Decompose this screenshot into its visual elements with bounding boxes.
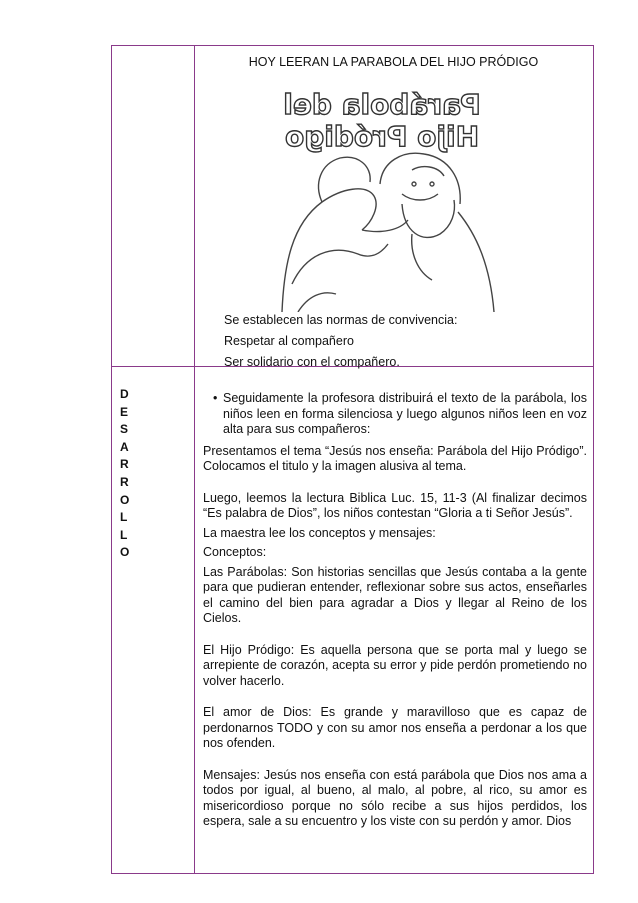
norms-intro: Se establecen las normas de convivencia:	[224, 313, 458, 327]
section-letter: R	[120, 457, 129, 472]
bullet-text: Seguidamente la profesora distribuirá el texto de la parábola, los niños leen en forma silenciosa y luego algunos niños leen en voz alta para sus compañeros:	[223, 391, 587, 436]
section-letter: L	[120, 510, 128, 525]
paragraph-mensajes: Mensajes: Jesús nos enseña con está parábola que Dios nos ama a todos por igual, al bueno, al malo, al pobre, al rico, su amor es misericordioso porque no sólo recibe a sus hijos perdidos, los espera, sale a su encuentro y los viste con su perdón y amor. Dios	[203, 767, 587, 828]
bullet-icon: •	[213, 391, 218, 405]
page-title: HOY LEERAN LA PARABOLA DEL HIJO PRÓDIGO	[248, 55, 539, 69]
development-content	[203, 391, 587, 830]
section-letter: O	[120, 545, 130, 560]
prodigal-son-illustration	[262, 84, 502, 312]
paragraph-parabolas: Las Parábolas: Son historias sencillas que Jesús contaba a la gente para que pudieran entender, reflexionar sobre sus actos, enseñarles el camino del bien para agradar a Dios y llegar al Reino de los Cielos.	[203, 564, 587, 625]
section-letter: D	[120, 387, 129, 401]
illustration-title-line1: Parábola del	[283, 88, 481, 121]
norms-block	[224, 310, 457, 373]
section-letter: L	[120, 527, 128, 542]
section-letter: O	[120, 492, 130, 507]
section-letter: A	[120, 439, 129, 454]
section-letter: E	[120, 404, 129, 419]
paragraph-conceptos: Conceptos:	[203, 545, 267, 559]
paragraph-maestra: La maestra lee los conceptos y mensajes:	[203, 525, 436, 540]
paragraph-tema: Presentamos el tema “Jesús nos enseña: Parábola del Hijo Pródigo”. Colocamos el titulo y la imagen alusiva al tema.	[203, 443, 587, 473]
bullet-item	[213, 391, 587, 438]
lesson-table	[111, 45, 594, 874]
illustration-title-line2: Hijo Pródigo	[284, 120, 480, 153]
norm-item: Ser solidario con el compañero.	[224, 355, 400, 369]
norm-item: Respetar al compañero	[224, 334, 354, 348]
paragraph-amor-dios: El amor de Dios: Es grande y maravilloso que es capaz de perdonarnos TODO y con su amor nos enseña a perdonar a los que nos ofenden.	[203, 705, 587, 750]
section-letter: S	[120, 422, 129, 437]
section-letter: R	[120, 474, 129, 489]
embrace-drawing	[282, 153, 494, 312]
section-label-desarrollo	[120, 386, 134, 562]
paragraph-lectura: Luego, leemos la lectura Biblica Luc. 15, 11-3 (Al finalizar decimos “Es palabra de Dios”, los niños contestan “Gloria a ti Señor Jesús”.	[203, 490, 587, 520]
paragraph-hijo-prodigo: El Hijo Pródigo: Es aquella persona que se porta mal y luego se arrepiente de corazón, acepta su error y pide perdón prometiendo no volver hacerlo.	[203, 642, 587, 688]
column-divider	[194, 46, 195, 873]
